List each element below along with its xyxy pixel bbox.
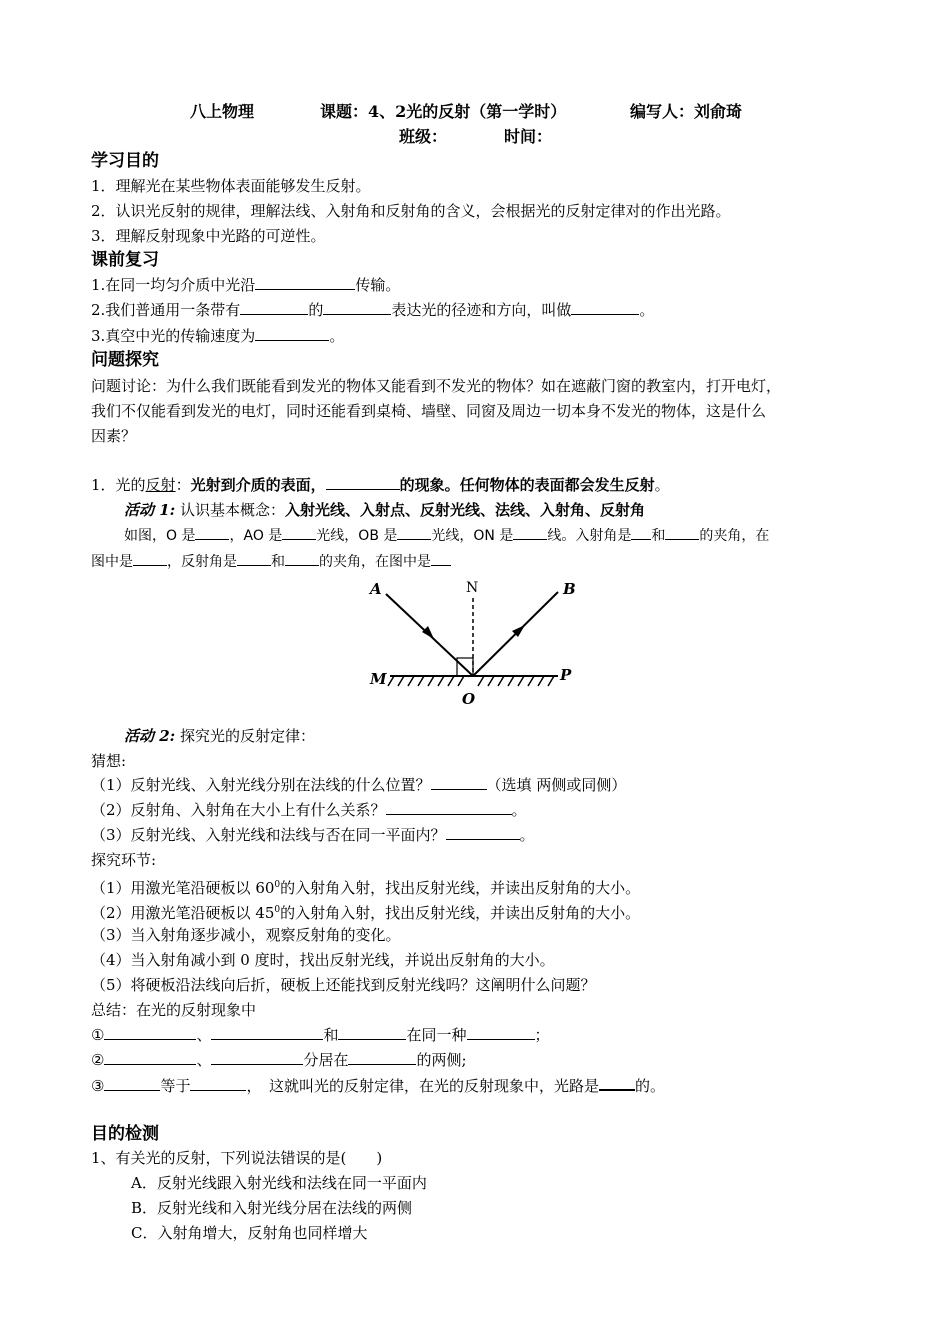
- discussion-line-3: 因素？: [91, 427, 137, 445]
- label-N: N: [466, 580, 479, 596]
- fig-text-d: 光线，ON 是: [431, 528, 514, 544]
- conclusion-1-and: 和: [323, 1026, 339, 1044]
- conclusion-1-mark: ①: [91, 1026, 105, 1044]
- check-option-c[interactable]: C．入射角增大，反射角也同样增大: [131, 1224, 368, 1242]
- label-B: B: [563, 580, 576, 598]
- mirror-hatching: [388, 676, 554, 686]
- activity1-concepts: 入射光线、入射点、反射光线、法线、入射角、反射角: [285, 501, 646, 519]
- answer-blank[interactable]: [338, 1025, 406, 1040]
- review-q2-de: 的: [308, 301, 324, 319]
- answer-blank[interactable]: [211, 1050, 303, 1065]
- definition-word: 反射: [145, 476, 176, 494]
- conclusion-3-law: ， 这就叫光的反射定律，在光的反射现象中，光路是: [246, 1077, 599, 1095]
- conclusion-2-sep: 、: [196, 1051, 212, 1069]
- fig-text-g: 的夹角，在: [699, 528, 770, 544]
- definition-end: 。: [654, 476, 670, 494]
- goal-item-3: 3．理解反射现象中光路的可逆性。: [91, 227, 326, 245]
- step-1-text-2: 的入射角入射，找出反射光线，并读出反射角的大小。: [280, 879, 641, 897]
- answer-blank[interactable]: [431, 775, 487, 790]
- answer-blank[interactable]: [386, 800, 512, 815]
- fig2-text-b: ，反射角是: [167, 554, 237, 570]
- review-q3-text: 3.真空中光的传输速度为: [91, 327, 256, 345]
- conclusion-1-same: 在同一种: [406, 1026, 467, 1044]
- answer-blank[interactable]: [255, 326, 329, 341]
- activity2-title: [124, 726, 315, 746]
- figure-question-1: [124, 525, 769, 546]
- step-2-text: （2）用激光笔沿硬板以 45: [91, 904, 275, 922]
- answer-blank[interactable]: [195, 525, 229, 540]
- answer-blank[interactable]: [282, 525, 316, 540]
- conclusion-3-equals: 等于: [160, 1077, 191, 1095]
- conclusion-2-mark: ②: [91, 1051, 105, 1069]
- step-1-text: （1）用激光笔沿硬板以 60: [91, 879, 275, 897]
- summary-label: 总结：在光的反射现象中: [91, 1001, 257, 1019]
- header-topic: 课题：4、2光的反射（第一学时）: [320, 102, 567, 121]
- header-subject: 八上物理: [190, 102, 255, 121]
- header-author: 编写人：刘俞琦: [630, 102, 743, 121]
- step-2-text-2: 的入射角入射，找出反射光线，并读出反射角的大小。: [280, 904, 641, 922]
- degree-superscript: 0: [274, 880, 281, 890]
- answer-blank[interactable]: [397, 525, 431, 540]
- answer-blank[interactable]: [665, 525, 699, 540]
- label-M: M: [370, 670, 387, 688]
- guess-2-end: 。: [511, 801, 527, 819]
- incident-arrow: [422, 626, 434, 639]
- review-heading: 课前复习: [91, 250, 159, 270]
- answer-blank[interactable]: [285, 551, 319, 566]
- fig-text-e: 线。入射角是: [547, 528, 632, 544]
- activity1-label: 活动 1:: [124, 501, 176, 519]
- conclusion-3-mark: ③: [91, 1077, 105, 1095]
- conclusion-1-sep: 、: [196, 1026, 212, 1044]
- answer-blank[interactable]: [348, 1050, 416, 1065]
- check-heading: 目的检测: [91, 1124, 159, 1144]
- conclusion-1-end: ；: [534, 1026, 550, 1044]
- guess-3-end: 。: [519, 826, 535, 844]
- definition-colon: ：: [175, 476, 191, 494]
- fig2-text-a: 图中是: [91, 554, 133, 570]
- discussion-line-2: 我们不仅能看到发光的电灯，同时还能看到桌椅、墙壁、同窗及周边一切本身不发光的物体，这是什么: [91, 402, 767, 420]
- conclusion-3: [91, 1075, 665, 1096]
- check-question-1: 1、有关光的反射，下列说法错误的是( ): [91, 1149, 383, 1167]
- activity1-intro: 认识基本概念：: [179, 501, 285, 519]
- guess-label: 猜想:: [91, 752, 127, 770]
- answer-blank[interactable]: [599, 1075, 635, 1091]
- answer-blank[interactable]: [104, 1025, 196, 1040]
- guess-3: [91, 825, 535, 845]
- check-option-a[interactable]: A．反射光线跟入射光线和法线在同一平面内: [131, 1174, 427, 1192]
- conclusion-1: [91, 1025, 550, 1045]
- step-3: （3）当入射角逐步减小，观察反射角的变化。: [91, 926, 401, 944]
- goal-item-1: 1．理解光在某些物体表面能够发生反射。: [91, 177, 371, 195]
- fig2-text-d: 的夹角，在图中是: [319, 554, 431, 570]
- goals-heading: 学习目的: [91, 151, 159, 171]
- answer-blank[interactable]: [104, 1050, 196, 1065]
- fig-text-f: 和: [651, 528, 666, 544]
- conclusion-2-end: 的两侧;: [416, 1051, 467, 1069]
- guess-3-text: （3）反射光线、入射光线和法线与否在同一平面内？: [91, 826, 446, 844]
- answer-blank[interactable]: [631, 525, 651, 540]
- answer-blank[interactable]: [104, 1076, 160, 1091]
- step-1: [91, 875, 640, 898]
- activity2-label: 活动 2:: [124, 727, 176, 745]
- answer-blank[interactable]: [211, 1025, 323, 1040]
- step-5: （5）将硬板沿法线向后折，硬板上还能找到反射光线吗？这阐明什么问题？: [91, 976, 596, 994]
- review-q3: [91, 326, 344, 346]
- label-A: A: [370, 580, 382, 598]
- answer-blank[interactable]: [446, 825, 520, 840]
- reflection-definition: [91, 475, 670, 495]
- review-q1: [91, 275, 400, 295]
- answer-blank[interactable]: [323, 300, 391, 315]
- review-q2: [91, 300, 654, 320]
- reflection-diagram: [360, 578, 590, 710]
- step-4: （4）当入射角减小到 0 度时，找出反射光线，并说出反射角的大小。: [91, 951, 555, 969]
- goal-item-2: 2．认识光反射的规律，理解法线、入射角和反射角的含义，会根据光的反射定律对的作出光路。: [91, 202, 731, 220]
- guess-1-text: （1）反射光线、入射光线分别在法线的什么位置？: [91, 776, 431, 794]
- conclusion-2: [91, 1050, 467, 1070]
- discussion-line-1: 问题讨论：为什么我们既能看到发光的物体又能看到不发光的物体？如在遮蔽门窗的教室内，打开电灯，: [91, 377, 782, 395]
- fig2-text-c: 和: [271, 554, 285, 570]
- answer-blank[interactable]: [190, 1076, 246, 1091]
- steps-label: 探究环节:: [91, 851, 157, 869]
- definition-num: 1．光的: [91, 476, 146, 494]
- answer-blank[interactable]: [467, 1025, 535, 1040]
- conclusion-2-split: 分居在: [303, 1051, 349, 1069]
- step-2: [91, 900, 640, 923]
- header-time: 时间：: [504, 127, 553, 146]
- guess-1-hint: （选填 两侧或同侧）: [486, 776, 627, 794]
- guess-1: [91, 775, 626, 795]
- answer-blank[interactable]: [571, 300, 639, 315]
- guess-2: [91, 800, 527, 820]
- guess-2-text: （2）反射角、入射角在大小上有什么关系？: [91, 801, 386, 819]
- conclusion-3-end: 的。: [634, 1077, 665, 1095]
- definition-text: 光射到介质的表面，: [190, 476, 326, 494]
- activity1: [124, 500, 645, 520]
- review-q2-end: 。: [639, 301, 655, 319]
- answer-blank[interactable]: [255, 275, 355, 290]
- activity2-title-text: 探究光的反射定律：: [179, 727, 315, 745]
- fig-text-b: ，AO 是: [229, 528, 283, 544]
- review-q3-end: 。: [329, 327, 345, 345]
- fig-text-a: 如图，O 是: [124, 528, 196, 544]
- degree-superscript: 0: [274, 905, 281, 915]
- review-q2-mid: 表达光的径迹和方向，叫做: [391, 301, 572, 319]
- answer-blank[interactable]: [240, 300, 308, 315]
- answer-blank[interactable]: [237, 551, 271, 566]
- answer-blank[interactable]: [133, 551, 167, 566]
- check-option-b[interactable]: B．反射光线和入射光线分居在法线的两侧: [131, 1199, 413, 1217]
- review-q1-text: 1.在同一均匀介质中光沿: [91, 276, 256, 294]
- explore-heading: 问题探究: [91, 350, 159, 370]
- definition-text-2: 的现象。任何物体的表面都会发生反射: [399, 476, 655, 494]
- answer-blank[interactable]: [431, 551, 451, 566]
- answer-blank[interactable]: [326, 475, 400, 490]
- fig-text-c: 光线，OB 是: [316, 528, 398, 544]
- label-O: O: [462, 690, 476, 708]
- review-q1-end: 传输。: [355, 276, 401, 294]
- header-class: 班级：: [399, 127, 448, 146]
- review-q2-text: 2.我们普通用一条带有: [91, 301, 241, 319]
- figure-question-2: [91, 551, 451, 572]
- answer-blank[interactable]: [513, 525, 547, 540]
- label-P: P: [560, 666, 572, 684]
